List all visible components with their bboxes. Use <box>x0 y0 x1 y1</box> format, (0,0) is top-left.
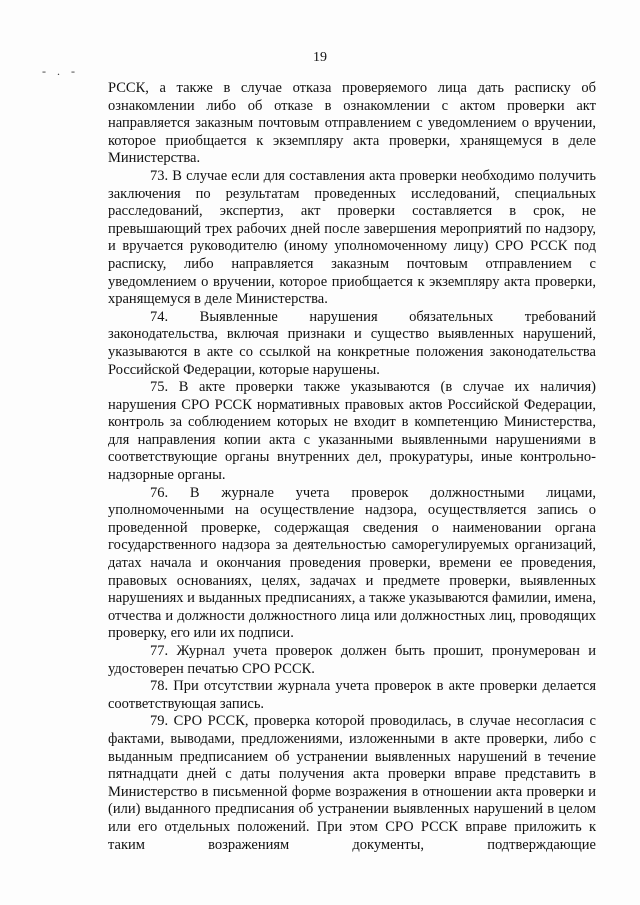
paragraph-79: 79. СРО РССК, проверка которой проводилась, в случае несогласия с фактами, выводами, предложениями, изложенными в акте проверки, либо с выданным предписанием об устранении выявленных нарушений в течение пятнадцати дней с даты получения акта проверки вправе представить в Министерство в письменной форме возражения в отношении акта проверки и (или) выданного предписания об устранении выявленных нарушений в целом или его отдельных положений. При этом СРО РССК вправе приложить к таким возражениям документы, подтверждающие <box>108 713 596 853</box>
paragraph-continuation: РССК, а также в случае отказа проверяемого лица дать расписку об ознакомлении либо об отказе в ознакомлении с актом проверки акт направляется заказным почтовым отправлением с уведомлением о вручении, которое приобщается к экземпляру акта проверки, хранящемуся в деле Министерства. <box>108 80 596 167</box>
paragraph-73: 73. В случае если для составления акта проверки необходимо получить заключения по результатам проведенных исследований, специальных расследований, экспертиз, акт проверки составляется в срок, не превышающий трех рабочих дней после завершения мероприятий по надзору, и вручается руководителю (иному уполномоченному лицу) СРО РССК под расписку, либо направляется заказным почтовым отправлением с уведомлением о вручении, которое приобщается к экземпляру акта проверки, хранящемуся в деле Министерства. <box>108 167 596 308</box>
paragraph-77: 77. Журнал учета проверок должен быть прошит, пронумерован и удостоверен печатью СРО РССК. <box>108 643 596 677</box>
margin-marks: - . - <box>42 64 79 78</box>
paragraph-74: 74. Выявленные нарушения обязательных требований законодательства, включая признаки и существо выявленных нарушений, указываются в акте со ссылкой на конкретные положения законодательства Российской Федерации, которые нарушены. <box>108 308 596 378</box>
paragraph-75: 75. В акте проверки также указываются (в случае их наличия) нарушения СРО РССК нормативных правовых актов Российской Федерации, контроль за соблюдением которых не входит в компетенцию Министерства, для направления копии акта с указанными выявленными нарушениями в соответствующие органы внутренних дел, прокуратуры, иные контрольно-надзорные органы. <box>108 379 596 484</box>
paragraph-76: 76. В журнале учета проверок должностными лицами, уполномоченными на осуществление надзора, осуществляется запись о проведенной проверке, содержащая сведения о наименовании органа государственного надзора за деятельностью саморегулируемых организаций, датах начала и окончания проведения проверки, времени ее проведения, правовых основаниях, целях, задачах и предмете проверки, выявленных нарушениях и выданных предписаниях, а также указываются фамилии, имена, отчества и должности должностного лица или должностных лиц, проводящих проверку, его или их подписи. <box>108 484 596 642</box>
paragraph-78: 78. При отсутствии журнала учета проверок в акте проверки делается соответствующая запись. <box>108 678 596 712</box>
page-number: 19 <box>313 50 327 65</box>
document-body <box>108 80 596 854</box>
